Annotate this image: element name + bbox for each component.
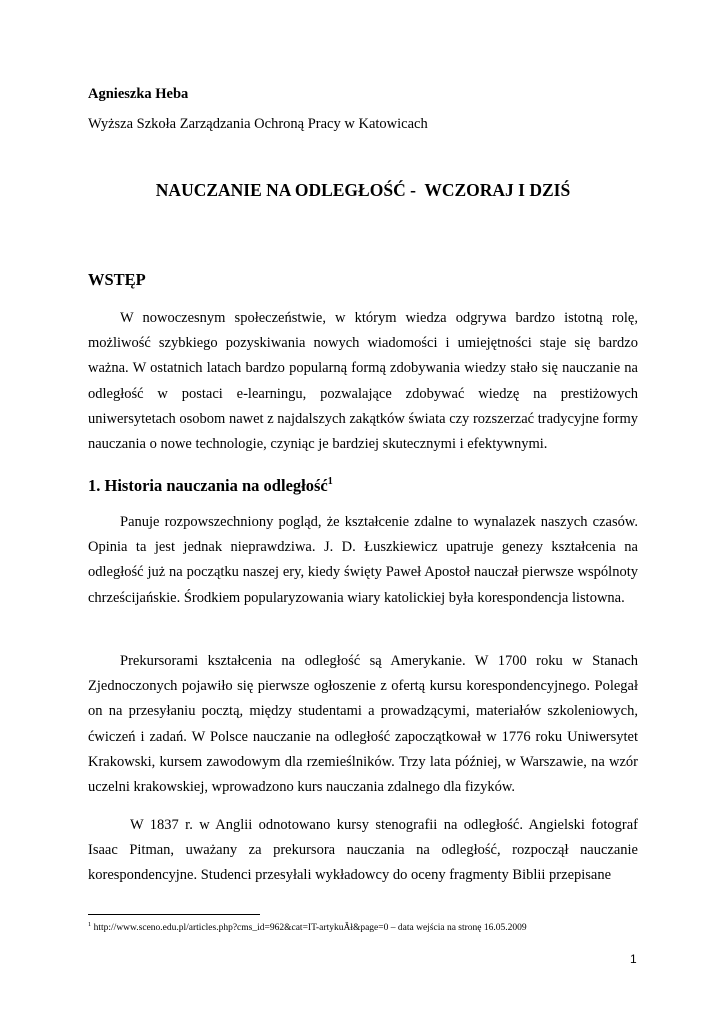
author-name: Agnieszka Heba [88,86,189,102]
footnote-number: 1 [88,921,92,928]
history-paragraph-3: W 1837 r. w Anglii odnotowano kursy stenografii na odległość. Angielski fotograf Isaac Pitman, uważany za prekursora nauczania na odległość, rozpoczął nauczanie korespondencyjne. Studenci przesyłali wykładowcy do oceny fragmenty Biblii przepisane [88,817,638,884]
footnote-reference[interactable]: 1 [327,476,333,487]
history-paragraph-2: Prekursorami kształcenia na odległość są Amerykanie. W 1700 roku w Stanach Zjednoczonych pojawiło się pierwsze ogłoszenie z ofertą kursu korespondencyjnego. Polegał on na przesyłaniu pocztą, między studentami a prowadzącymi, materiałów szkoleniowych, ćwiczeń i zadań. W Polsce nauczanie na odległość zapoczątkował w 1776 roku Uniwersytet Krakowski, kursem zawodowym dla rzemieślników. Trzy lata później, w Warszawie, na wzór uczelni krakowskiej, wprowadzono kurs nauczania zdalnego dla fizyków. [88,653,638,796]
history-paragraph-1: Panuje rozpowszechniony pogląd, że kształcenie zdalne to wynalazek naszych czasów. Opinia ta jest jednak nieprawdziwa. J. D. Łuszkiewicz upatruje genezy kształcenia na odległość już na początku naszej ery, kiedy święty Paweł Apostoł nauczał pierwsze wspólnoty chrześcijańskie. Środkiem popularyzowania wiary katolickiej była korespondencja listowna. [88,514,638,606]
footnote [88,921,527,933]
section-heading-history-text: 1. Historia nauczania na odległość [88,476,328,495]
intro-paragraph: W nowoczesnym społeczeństwie, w którym wiedza odgrywa bardzo istotną rolę, możliwość szybkiego pozyskiwania nowych wiadomości i umiejętności staje się bardzo ważna. W ostatnich latach bardzo popularną formą zdobywania wiedzy stało się nauczanie na odległość w postaci e-learningu, pozwalające zdobywać wiedzę na prestiżowych uniwersytetach osobom nawet z najdalszych zakątków świata czy rozszerzać tradycyjne formy nauczania o nowe technologie, czyniąc je bardziej skutecznymi i efektywnymi. [88,310,638,453]
footnote-text: http://www.sceno.edu.pl/articles.php?cms_id=962&cat=IT-artykuĂł&page=0 – data wejścia na stronę 16.05.2009 [91,923,527,933]
page-number: 1 [630,952,637,966]
section-heading-history [88,476,333,496]
document-title: NAUCZANIE NA ODLEGŁOŚĆ - WCZORAJ I DZIŚ [155,180,571,200]
author-affiliation: Wyższa Szkoła Zarządzania Ochroną Pracy w Katowicach [88,116,428,132]
footnote-separator [88,914,260,915]
section-heading-intro: WSTĘP [88,270,146,289]
